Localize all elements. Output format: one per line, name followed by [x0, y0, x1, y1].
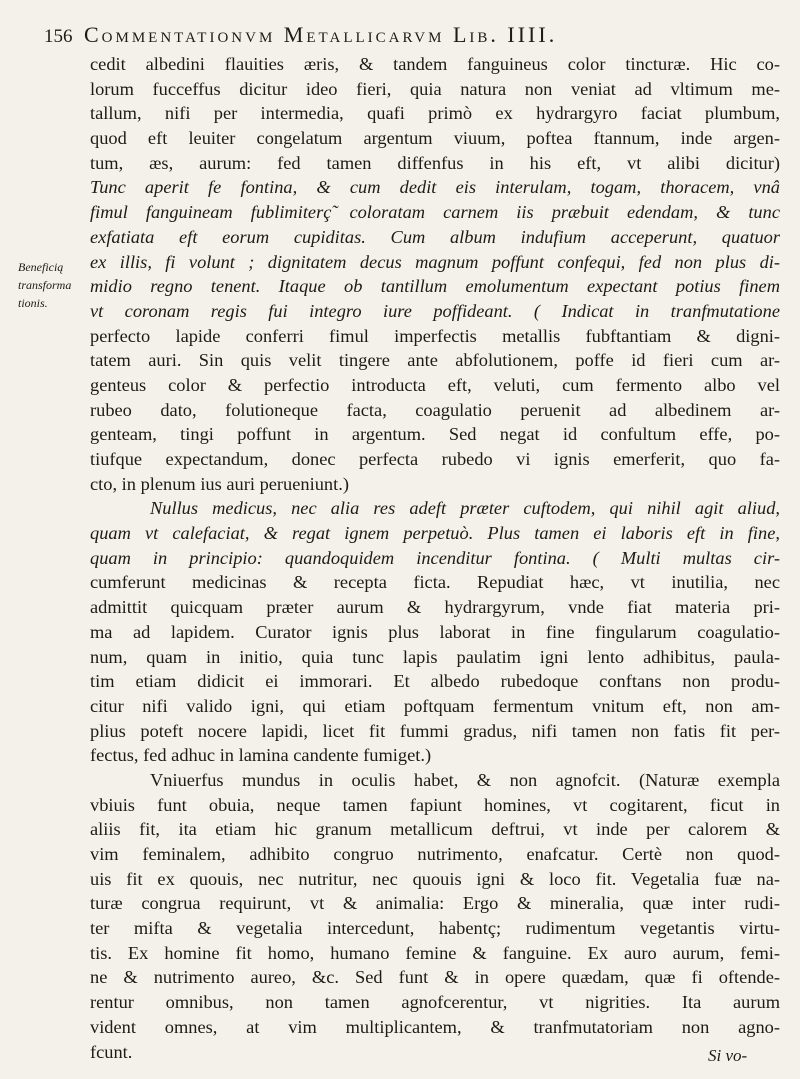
text-line: quam in principio: quandoquidem incenditur fontina. ( Multi multas cir-: [90, 547, 780, 568]
text-line: exfatiata eft eorum cupiditas. Cum album indufium acceperunt, quatuor: [90, 226, 780, 247]
text-line: tallum, nifi per intermedia, quafi primò ex hydrargyro faciat plumbum,: [90, 103, 780, 124]
text-line: rentur omnibus, non tamen agnofcerentur, vt nigrities. Ita aurum: [90, 992, 780, 1013]
margin-note-line: Beneficią: [18, 260, 64, 274]
text-line: cumferunt medicinas & recepta ficta. Repudiat hæc, vt inutilia, nec: [90, 572, 780, 593]
text-line: num, quam in initio, quia tunc lapis paulatim igni lento adhibitus, paula-: [90, 646, 780, 667]
text-line: genteus color & perfectio introducta eft, veluti, cum fermento albo vel: [90, 374, 780, 395]
text-line: lorum fucceffus dicitur ideo fieri, quia natura non veniat ad vltimum me-: [90, 78, 780, 99]
margin-note-line: tionis.: [18, 296, 48, 310]
text-line: genteam, tingi poffunt in argentum. Sed negat id confultum effe, po-: [90, 424, 780, 445]
text-line: cto, in plenum ius auri perueniunt.): [90, 473, 349, 494]
text-line: ne & nutrimento aureo, &c. Sed funt & in opere quædam, quæ fi oftende-: [90, 967, 780, 988]
text-line: fimul fanguineam fublimiterç̃ coloratam carnem iis præbuit edendam, & tunc: [90, 202, 780, 223]
text-line: vbiuis funt obuia, neque tamen fapiunt homines, vt cogitarent, ficut in: [90, 794, 780, 815]
text-line: Tunc aperit fe fontina, & cum dedit eis interulam, togam, thoracem, vnâ: [90, 177, 780, 198]
text-line: citur nifi valido igni, qui etiam poftquam fermentum vnitum eft, non am-: [90, 695, 780, 716]
text-line: tiufque expectandum, donec perfecta rubedo vi ignis emerferit, quo fa-: [90, 449, 780, 469]
text-line: vt coronam regis fui integro iure poffideant. ( Indicat in tranfmutatione: [90, 300, 780, 321]
text-line: ma ad lapidem. Curator ignis plus laborat in fine fingularum coagulatio-: [90, 621, 780, 642]
text-line: vim feminalem, adhibito congruo nutrimento, enafcatur. Certè non quod-: [90, 844, 780, 864]
margin-note: [18, 258, 72, 312]
text-line: aliis fit, ita etiam hic granum metallicum deftrui, vt inde per calorem &: [90, 819, 780, 840]
text-line: perfecto lapide conferri fimul imperfectis metallis fubftantiam & digni-: [90, 325, 780, 346]
text-line: midio regno tenent. Itaque ob tantillum emolumentum expectant potius finem: [90, 276, 780, 297]
page-number: 156: [44, 26, 73, 47]
text-line: uis fit ex quouis, nec nutritur, nec quouis igni & loco fit. Vegetalia fuæ na-: [90, 868, 780, 889]
text-line: admittit quicquam præter aurum & hydrargyrum, vnde fiat materia pri-: [90, 597, 780, 618]
text-line: fectus, fed adhuc in lamina candente fumiget.): [90, 745, 432, 766]
text-line: vident omnes, at vim multiplicantem, & tranfmutatoriam non agno-: [90, 1016, 780, 1037]
text-line: cedit albedini flauities æris, & tandem fanguineus color tincturæ. Hic co-: [90, 54, 780, 74]
page-header: [44, 22, 764, 52]
text-line: tim etiam didicit ei immorari. Et albedo rubedoque conftans non produ-: [90, 671, 780, 692]
running-title: Commentationvm Metallicarvm Lib. IIII.: [84, 22, 558, 47]
text-line: tatem auri. Sin quis velit tingere ante abfolutionem, poffe id fieri cum ar-: [90, 350, 780, 371]
text-line: ter mifta & vegetalia intercedunt, habentç; rudimentum vegetantis virtu-: [90, 918, 780, 939]
text-line: tis. Ex homine fit homo, humano femine & fanguine. Ex auro aurum, femi-: [90, 942, 780, 963]
text-line: tum, æs, aurum: fed tamen diffenfus in his eft, vt alibi dicitur): [90, 152, 780, 173]
text-line: Vniuerfus mundus in oculis habet, & non agnofcit. (Naturæ exempla: [150, 769, 780, 790]
text-line: ex illis, fi volunt ; dignitatem decus magnum poffunt confequi, fed non plus di-: [90, 251, 780, 272]
text-line: Nullus medicus, nec alia res adeft præter cuftodem, qui nihil agit aliud,: [150, 498, 780, 519]
text-line: fcunt.: [90, 1041, 133, 1062]
text-line: quod eft leuiter congelatum argentum viuum, poftea ftannum, inde argen-: [90, 128, 780, 149]
text-line: rubeo dato, folutioneque facta, coagulatio peruenit ad albedinem ar-: [90, 399, 780, 420]
text-line: quam vt calefaciat, & regat ignem perpetuò. Plus tamen ei laboris eft in fine,: [90, 523, 780, 544]
text-line: plius poteft nocere lapidi, licet fit fummi gradus, nifi tamen non fatis fit per-: [90, 720, 780, 741]
body-text: [90, 52, 780, 1064]
catchword: Si vo-: [708, 1046, 748, 1065]
text-line: turæ congrua requirunt, vt & animalia: Ergo & mineralia, quæ inter rudi-: [90, 893, 780, 914]
margin-note-line: transforma: [18, 278, 72, 292]
